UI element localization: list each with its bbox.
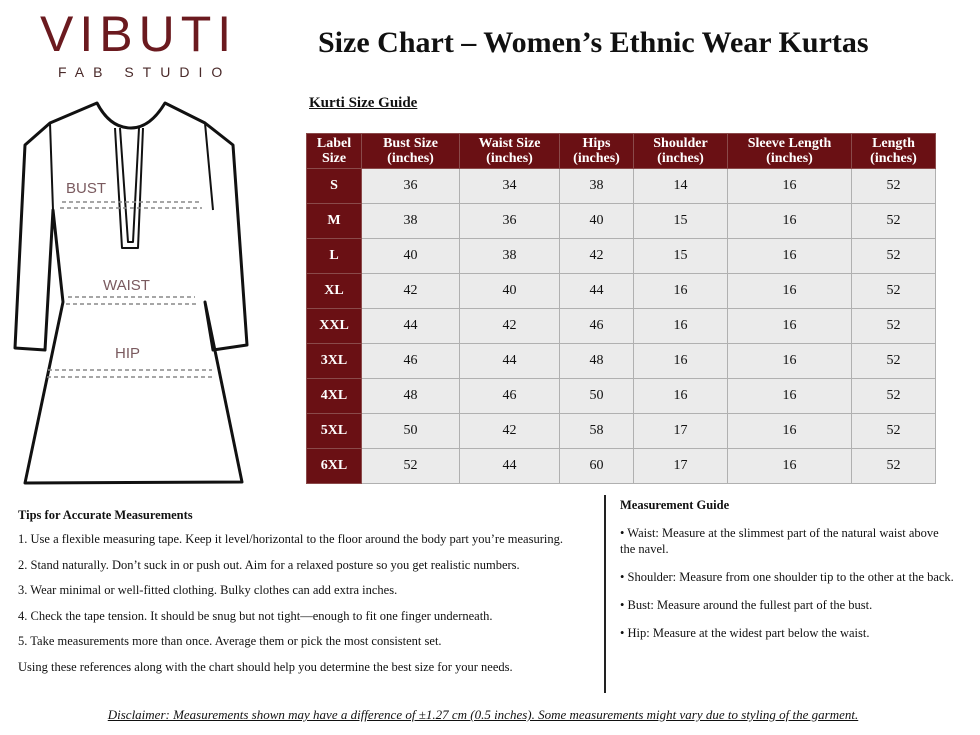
table-cell: 38 [460,239,560,274]
header-line: Sleeve Length [747,136,832,151]
column-header [460,134,560,169]
column-header [634,134,728,169]
tip-item: 2. Stand naturally. Don’t suck in or push out. Aim for a relaxed posture so you get realistic numbers. [18,557,520,572]
guide-item: • Hip: Measure at the widest part below the waist. [620,626,870,640]
size-label-cell: 6XL [307,449,362,484]
table-cell: 42 [560,239,634,274]
guide-item: • Waist: Measure at the slimmest part of the natural waist above the navel. [620,526,939,556]
table-cell: 15 [634,239,728,274]
table-row [307,449,936,484]
size-label-cell: 3XL [307,344,362,379]
size-label-cell: XXL [307,309,362,344]
table-cell: 50 [560,379,634,414]
divider [604,495,606,693]
table-cell: 52 [852,309,936,344]
guide-heading: Measurement Guide [620,498,730,512]
table-header-row [307,134,936,169]
table-cell: 48 [560,344,634,379]
table-cell: 16 [728,309,852,344]
table-cell: 40 [560,204,634,239]
table-row [307,239,936,274]
tips-section [18,508,608,685]
table-cell: 16 [728,274,852,309]
tip-summary: Using these references along with the chart should help you determine the best size for your needs. [18,659,513,674]
disclaimer: Disclaimer: Measurements shown may have a difference of ±1.27 cm (0.5 inches). Some measurements might vary due to styling of the garment. [107,707,859,722]
table-cell: 17 [634,414,728,449]
table-cell: 15 [634,204,728,239]
table-cell: 16 [728,379,852,414]
table-cell: 44 [362,309,460,344]
column-header [728,134,852,169]
table-cell: 16 [728,414,852,449]
table-row [307,204,936,239]
table-cell: 52 [852,414,936,449]
table-cell: 44 [560,274,634,309]
table-row [307,309,936,344]
table-cell: 52 [852,379,936,414]
measurement-guide [620,498,955,653]
table-cell: 40 [362,239,460,274]
table-row [307,379,936,414]
table-cell: 34 [460,169,560,204]
tip-item: 3. Wear minimal or well-fitted clothing. Bulky clothes can add extra inches. [18,583,398,597]
table-cell: 52 [852,344,936,379]
table-cell: 52 [852,449,936,484]
table-cell: 48 [362,379,460,414]
table-cell: 52 [852,169,936,204]
size-label-cell: L [307,239,362,274]
table-cell: 46 [362,344,460,379]
header-line: Shoulder [653,136,708,151]
table-cell: 16 [728,239,852,274]
table-cell: 42 [460,309,560,344]
header-line: (inches) [870,151,917,166]
table-cell: 38 [560,169,634,204]
section-subtitle: Kurti Size Guide [309,95,418,111]
table-cell: 16 [728,344,852,379]
table-cell: 60 [560,449,634,484]
tip-item: 1. Use a flexible measuring tape. Keep it level/horizontal to the floor around the body part you’re measuring. [18,532,563,546]
hip-label: HIP [115,345,141,362]
bust-label: BUST [66,180,107,197]
header-line: Bust Size [383,136,438,151]
header-line: (inches) [657,151,704,166]
page-title: Size Chart – Women’s Ethnic Wear Kurtas [318,26,869,59]
table-cell: 52 [852,274,936,309]
size-label-cell: 5XL [307,414,362,449]
table-cell: 16 [728,449,852,484]
header-line: Hips [582,136,611,151]
size-label-cell: XL [307,274,362,309]
table-cell: 16 [634,309,728,344]
table-cell: 36 [362,169,460,204]
table-cell: 17 [634,449,728,484]
table-cell: 14 [634,169,728,204]
table-cell: 50 [362,414,460,449]
logo: VIBUTI [40,6,238,62]
tips-heading: Tips for Accurate Measurements [18,508,193,522]
logo-tagline: FAB STUDIO [58,64,232,80]
table-row [307,274,936,309]
header-line: (inches) [766,151,813,166]
table-cell: 36 [460,204,560,239]
kurta-illustration [0,95,260,495]
table-cell: 44 [460,344,560,379]
header-line: Waist Size [478,136,541,151]
table-cell: 16 [728,204,852,239]
table-cell: 42 [460,414,560,449]
guide-item: • Bust: Measure around the fullest part of the bust. [620,598,873,612]
table-row [307,414,936,449]
header-line: (inches) [573,151,620,166]
column-header [852,134,936,169]
header-line: Length [872,136,915,151]
table-cell: 42 [362,274,460,309]
table-cell: 46 [560,309,634,344]
header-line: Size [321,151,347,166]
table-cell: 58 [560,414,634,449]
table-cell: 16 [728,169,852,204]
tip-item: 5. Take measurements more than once. Average them or pick the most consistent set. [18,634,442,648]
table-cell: 52 [852,239,936,274]
column-header [560,134,634,169]
size-label-cell: S [307,169,362,204]
column-header [362,134,460,169]
table-cell: 44 [460,449,560,484]
table-row [307,169,936,204]
table-cell: 52 [852,204,936,239]
table-cell: 38 [362,204,460,239]
table-cell: 16 [634,274,728,309]
tip-item: 4. Check the tape tension. It should be snug but not tight—enough to fit one finger underneath. [18,608,493,623]
table-cell: 16 [634,344,728,379]
guide-item: • Shoulder: Measure from one shoulder tip to the other at the back. [620,570,954,584]
waist-label: WAIST [103,277,150,294]
table-row [307,344,936,379]
table-cell: 16 [634,379,728,414]
table-cell: 46 [460,379,560,414]
size-table [306,133,936,484]
table-cell: 40 [460,274,560,309]
header-line: (inches) [387,151,434,166]
size-label-cell: M [307,204,362,239]
header-line: Label [316,136,352,151]
column-header [307,134,362,169]
size-label-cell: 4XL [307,379,362,414]
table-cell: 52 [362,449,460,484]
header-line: (inches) [486,151,533,166]
